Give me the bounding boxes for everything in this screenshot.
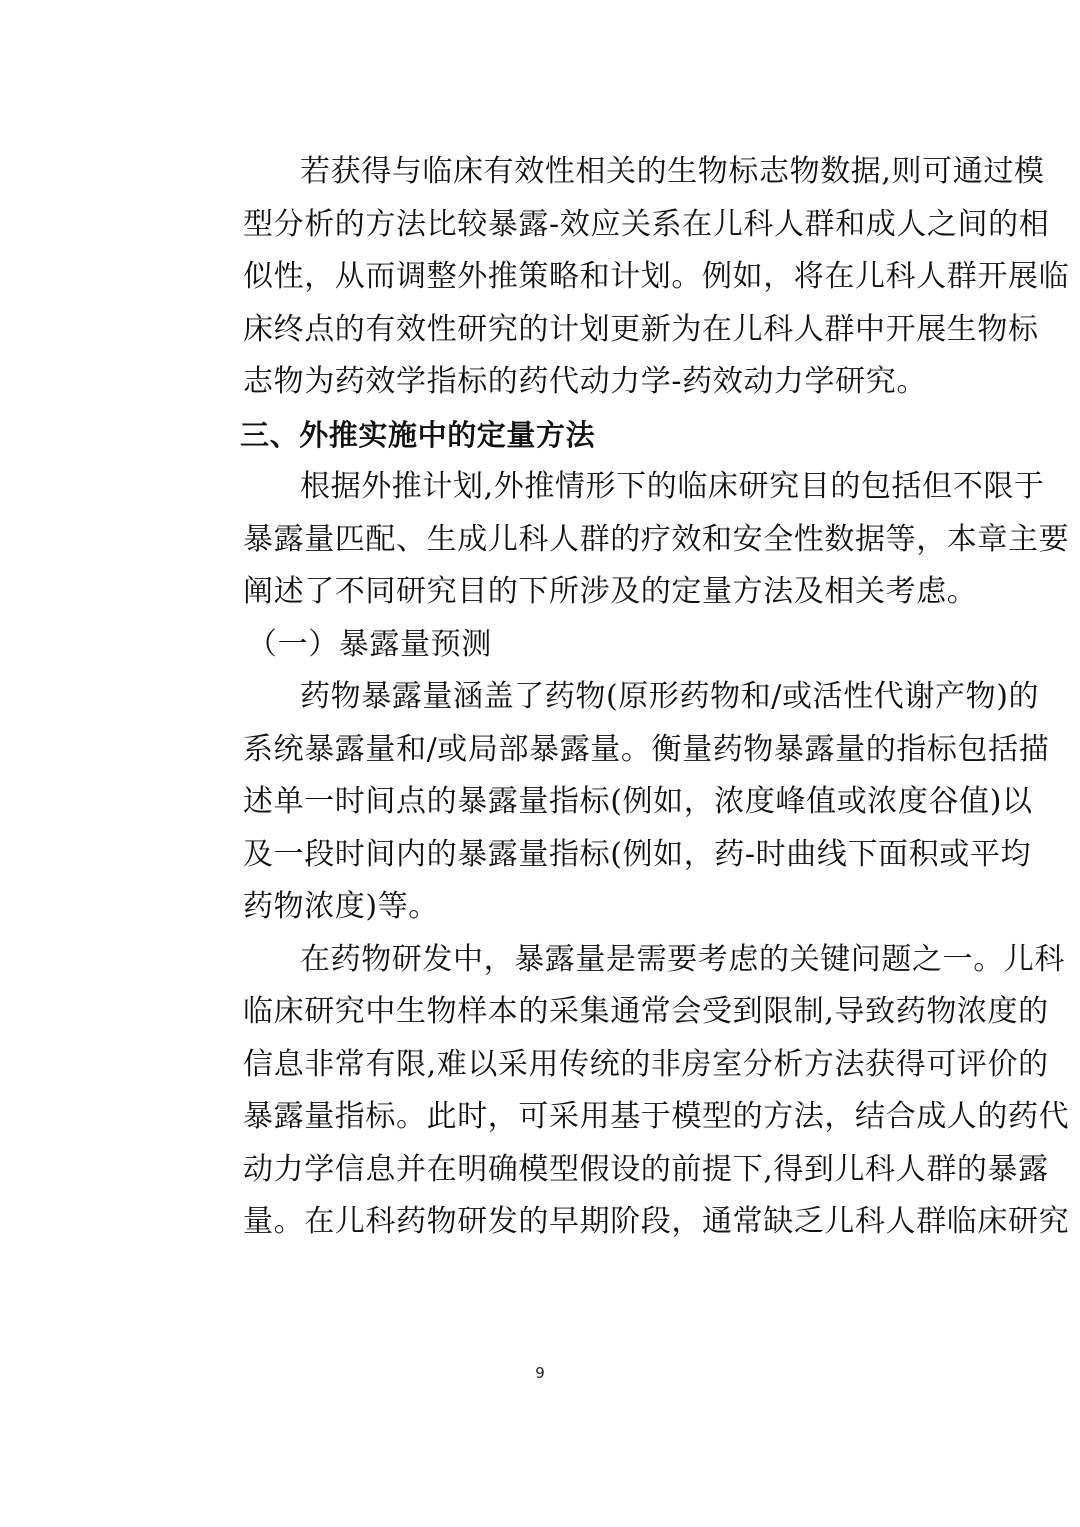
subsection-heading: （一）暴露量预测: [247, 626, 492, 662]
text-line: 床终点的有效性研究的计划更新为在儿科人群中开展生物标: [243, 311, 1039, 347]
text-line: 暴露量指标。此时，可采用基于模型的方法，结合成人的药代: [243, 1099, 1070, 1134]
text-line: 临床研究中生物样本的采集通常会受到限制,导致药物浓度的: [243, 994, 1049, 1029]
page-number: 9: [535, 1364, 545, 1382]
text-line: 志物为药效学指标的药代动力学-药效动力学研究。: [243, 364, 927, 399]
text-line: 根据外推计划,外推情形下的临床研究目的包括但不限于: [300, 469, 1045, 504]
text-line: 型分析的方法比较暴露-效应关系在儿科人群和成人之间的相: [243, 206, 1050, 242]
text-line: 动力学信息并在明确模型假设的前提下,得到儿科人群的暴露: [243, 1151, 1049, 1187]
text-line: 量。在儿科药物研发的早期阶段，通常缺乏儿科人群临床研究: [243, 1204, 1070, 1239]
section-heading: 三、外推实施中的定量方法: [240, 417, 596, 452]
text-line: 在药物研发中，暴露量是需要考虑的关键问题之一。儿科: [300, 941, 1065, 977]
text-line: 及一段时间内的暴露量指标(例如，药-时曲线下面积或平均: [243, 836, 1032, 872]
text-line: 信息非常有限,难以采用传统的非房室分析方法获得可评价的: [243, 1046, 1049, 1082]
paragraph-biomarker: [183, 146, 1070, 409]
paragraph-extrapolation-purpose: [183, 461, 1070, 619]
text-line: 阐述了不同研究目的下所涉及的定量方法及相关考虑。: [243, 574, 978, 609]
text-line: 似性，从而调整外推策略和计划。例如，将在儿科人群开展临: [243, 259, 1070, 294]
paragraph-exposure-key-issue: [183, 934, 1070, 1249]
text-line: 若获得与临床有效性相关的生物标志物数据,则可通过模: [300, 154, 1045, 189]
text-line: 药物浓度)等。: [243, 889, 439, 924]
paragraph-drug-exposure: [183, 671, 1050, 934]
text-line: 系统暴露量和/或局部暴露量。衡量药物暴露量的指标包括描: [243, 731, 1050, 767]
text-line: 药物暴露量涵盖了药物(原形药物和/或活性代谢产物)的: [300, 679, 1040, 714]
text-line: 述单一时间点的暴露量指标(例如，浓度峰值或浓度谷值)以: [243, 784, 1033, 819]
text-line: 暴露量匹配、生成儿科人群的疗效和安全性数据等，本章主要: [243, 521, 1070, 557]
document-body: [183, 146, 1070, 1249]
